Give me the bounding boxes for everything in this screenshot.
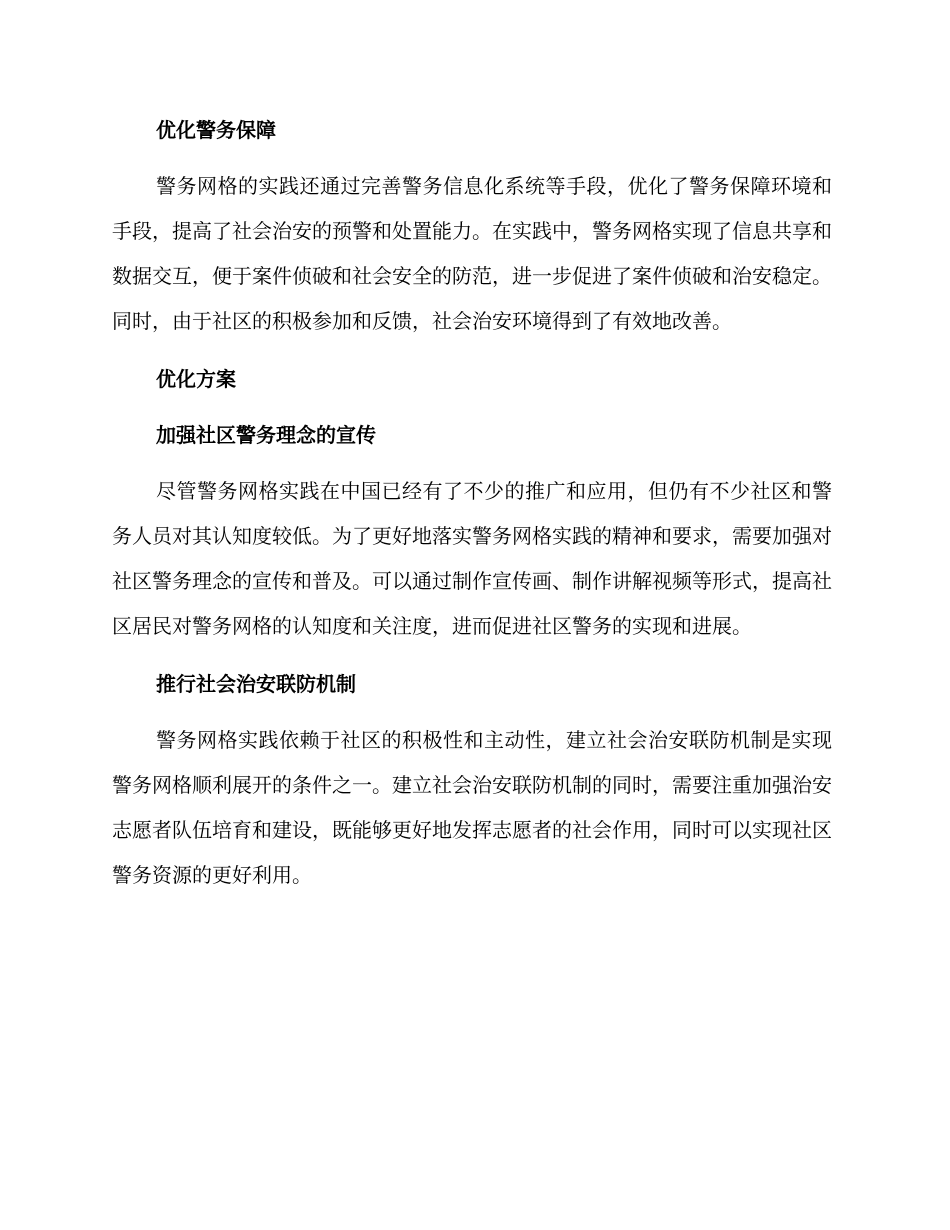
document-body [112,108,832,898]
section-heading-optimization-plan: 优化方案 [156,367,236,391]
paragraph-joint-defense-mechanism: 警务网格实践依赖于社区的积极性和主动性，建立社会治安联防机制是实现警务网格顺利展开的条件之一。建立社会治安联防机制的同时，需要注重加强治安志愿者队伍培育和建设，既能够更好地发挥志愿者的社会作用，同时可以实现社区警务资源的更好利用。 [112,728,832,887]
section-heading-joint-defense-mechanism: 推行社会治安联防机制 [156,672,356,696]
paragraph-community-policing-promotion: 尽管警务网格实践在中国已经有了不少的推广和应用，但仍有不少社区和警务人员对其认知度较低。为了更好地落实警务网格实践的精神和要求，需要加强对社区警务理念的宣传和普及。可以通过制作宣传画、制作讲解视频等形式，提高社区居民对警务网格的认知度和关注度，进而促进社区警务的实现和进展。 [112,479,832,638]
paragraph-police-support: 警务网格的实践还通过完善警务信息化系统等手段，优化了警务保障环境和手段，提高了社会治安的预警和处置能力。在实践中，警务网格实现了信息共享和数据交互，便于案件侦破和社会安全的防范，进一步促进了案件侦破和治安稳定。同时，由于社区的积极参加和反馈，社会治安环境得到了有效地改善。 [112,174,832,333]
section-heading-community-policing-promotion: 加强社区警务理念的宣传 [156,423,376,447]
section-heading-police-support: 优化警务保障 [156,118,276,142]
